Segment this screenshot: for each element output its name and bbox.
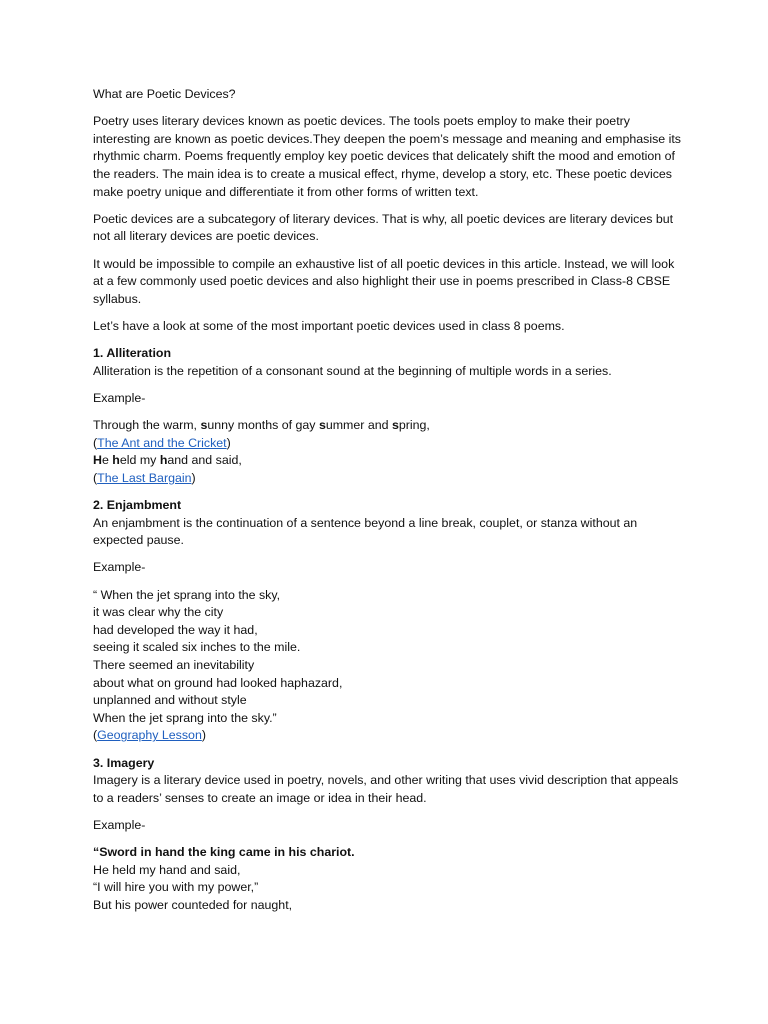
example-line: He held my hand and said, bbox=[93, 453, 242, 468]
poem-line: unplanned and without style bbox=[93, 693, 247, 708]
example-label: Example- bbox=[93, 390, 146, 405]
section-definition: An enjambment is the continuation of a sentence beyond a line break, couplet, or stanza without an expected pause. bbox=[93, 515, 638, 548]
document-title: What are Poetic Devices? bbox=[93, 87, 236, 101]
poem-link-geography-lesson[interactable]: Geography Lesson bbox=[97, 728, 202, 743]
poem-line: seeing it scaled six inches to the mile. bbox=[93, 640, 301, 655]
poem-line: had developed the way it had, bbox=[93, 622, 258, 637]
example-block bbox=[93, 844, 683, 914]
poem-line: “Sword in hand the king came in his chariot. bbox=[93, 845, 355, 860]
poem-line: “I will hire you with my power,” bbox=[93, 880, 259, 895]
poem-citation: (The Last Bargain) bbox=[93, 470, 196, 485]
section-definition: Alliteration is the repetition of a consonant sound at the beginning of multiple words in a series. bbox=[93, 363, 612, 378]
poem-line: There seemed an inevitability bbox=[93, 657, 255, 672]
section-enjambment bbox=[93, 497, 683, 550]
section-alliteration bbox=[93, 345, 683, 380]
poem-line: When the jet sprang into the sky.” bbox=[93, 710, 277, 725]
section-heading: 1. Alliteration bbox=[93, 346, 172, 361]
intro-paragraph-3: It would be impossible to compile an exhaustive list of all poetic devices in this article. Instead, we will look at a few commonly used poetic devices and also highlight their use in poems prescribed in Class-8 CBSE syllabus. bbox=[93, 256, 675, 306]
poem-citation: (The Ant and the Cricket) bbox=[93, 435, 231, 450]
poem-link-ant-and-cricket[interactable]: The Ant and the Cricket bbox=[97, 435, 227, 450]
intro-paragraph-2: Poetic devices are a subcategory of literary devices. That is why, all poetic devices are literary devices but not all literary devices are poetic devices. bbox=[93, 211, 674, 244]
poem-citation: (Geography Lesson) bbox=[93, 728, 206, 743]
example-label: Example- bbox=[93, 560, 146, 575]
example-block bbox=[93, 587, 683, 745]
section-definition: Imagery is a literary device used in poetry, novels, and other writing that uses vivid description that appeals to a readers’ senses to create an image or idea in their head. bbox=[93, 773, 679, 805]
intro-paragraph-1: Poetry uses literary devices known as poetic devices. The tools poets employ to make their poetry interesting are known as poetic devices.They deepen the poem’s message and meaning and emphasise its rhythmic charm. Poems frequently employ key poetic devices that delicately shift the mood and emotion of the readers. The main idea is to create a musical effect, rhyme, develop a story, etc. These poetic devices make poetry unique and differentiate it from other forms of written text. bbox=[93, 114, 681, 199]
poem-link-last-bargain[interactable]: The Last Bargain bbox=[97, 470, 192, 485]
poem-line: He held my hand and said, bbox=[93, 862, 241, 877]
poem-line: about what on ground had looked haphazard, bbox=[93, 675, 343, 690]
section-heading: 3. Imagery bbox=[93, 755, 155, 770]
section-imagery bbox=[93, 755, 683, 808]
section-heading: 2. Enjambment bbox=[93, 498, 182, 513]
intro-paragraph-4: Let’s have a look at some of the most important poetic devices used in class 8 poems. bbox=[93, 318, 565, 333]
poem-line: “ When the jet sprang into the sky, bbox=[93, 587, 281, 602]
document-page bbox=[93, 86, 683, 924]
example-block bbox=[93, 417, 683, 487]
example-line: Through the warm, sunny months of gay summer and spring, bbox=[93, 418, 430, 433]
example-label: Example- bbox=[93, 817, 146, 832]
poem-line: But his power counteded for naught, bbox=[93, 897, 293, 912]
poem-line: it was clear why the city bbox=[93, 605, 224, 620]
